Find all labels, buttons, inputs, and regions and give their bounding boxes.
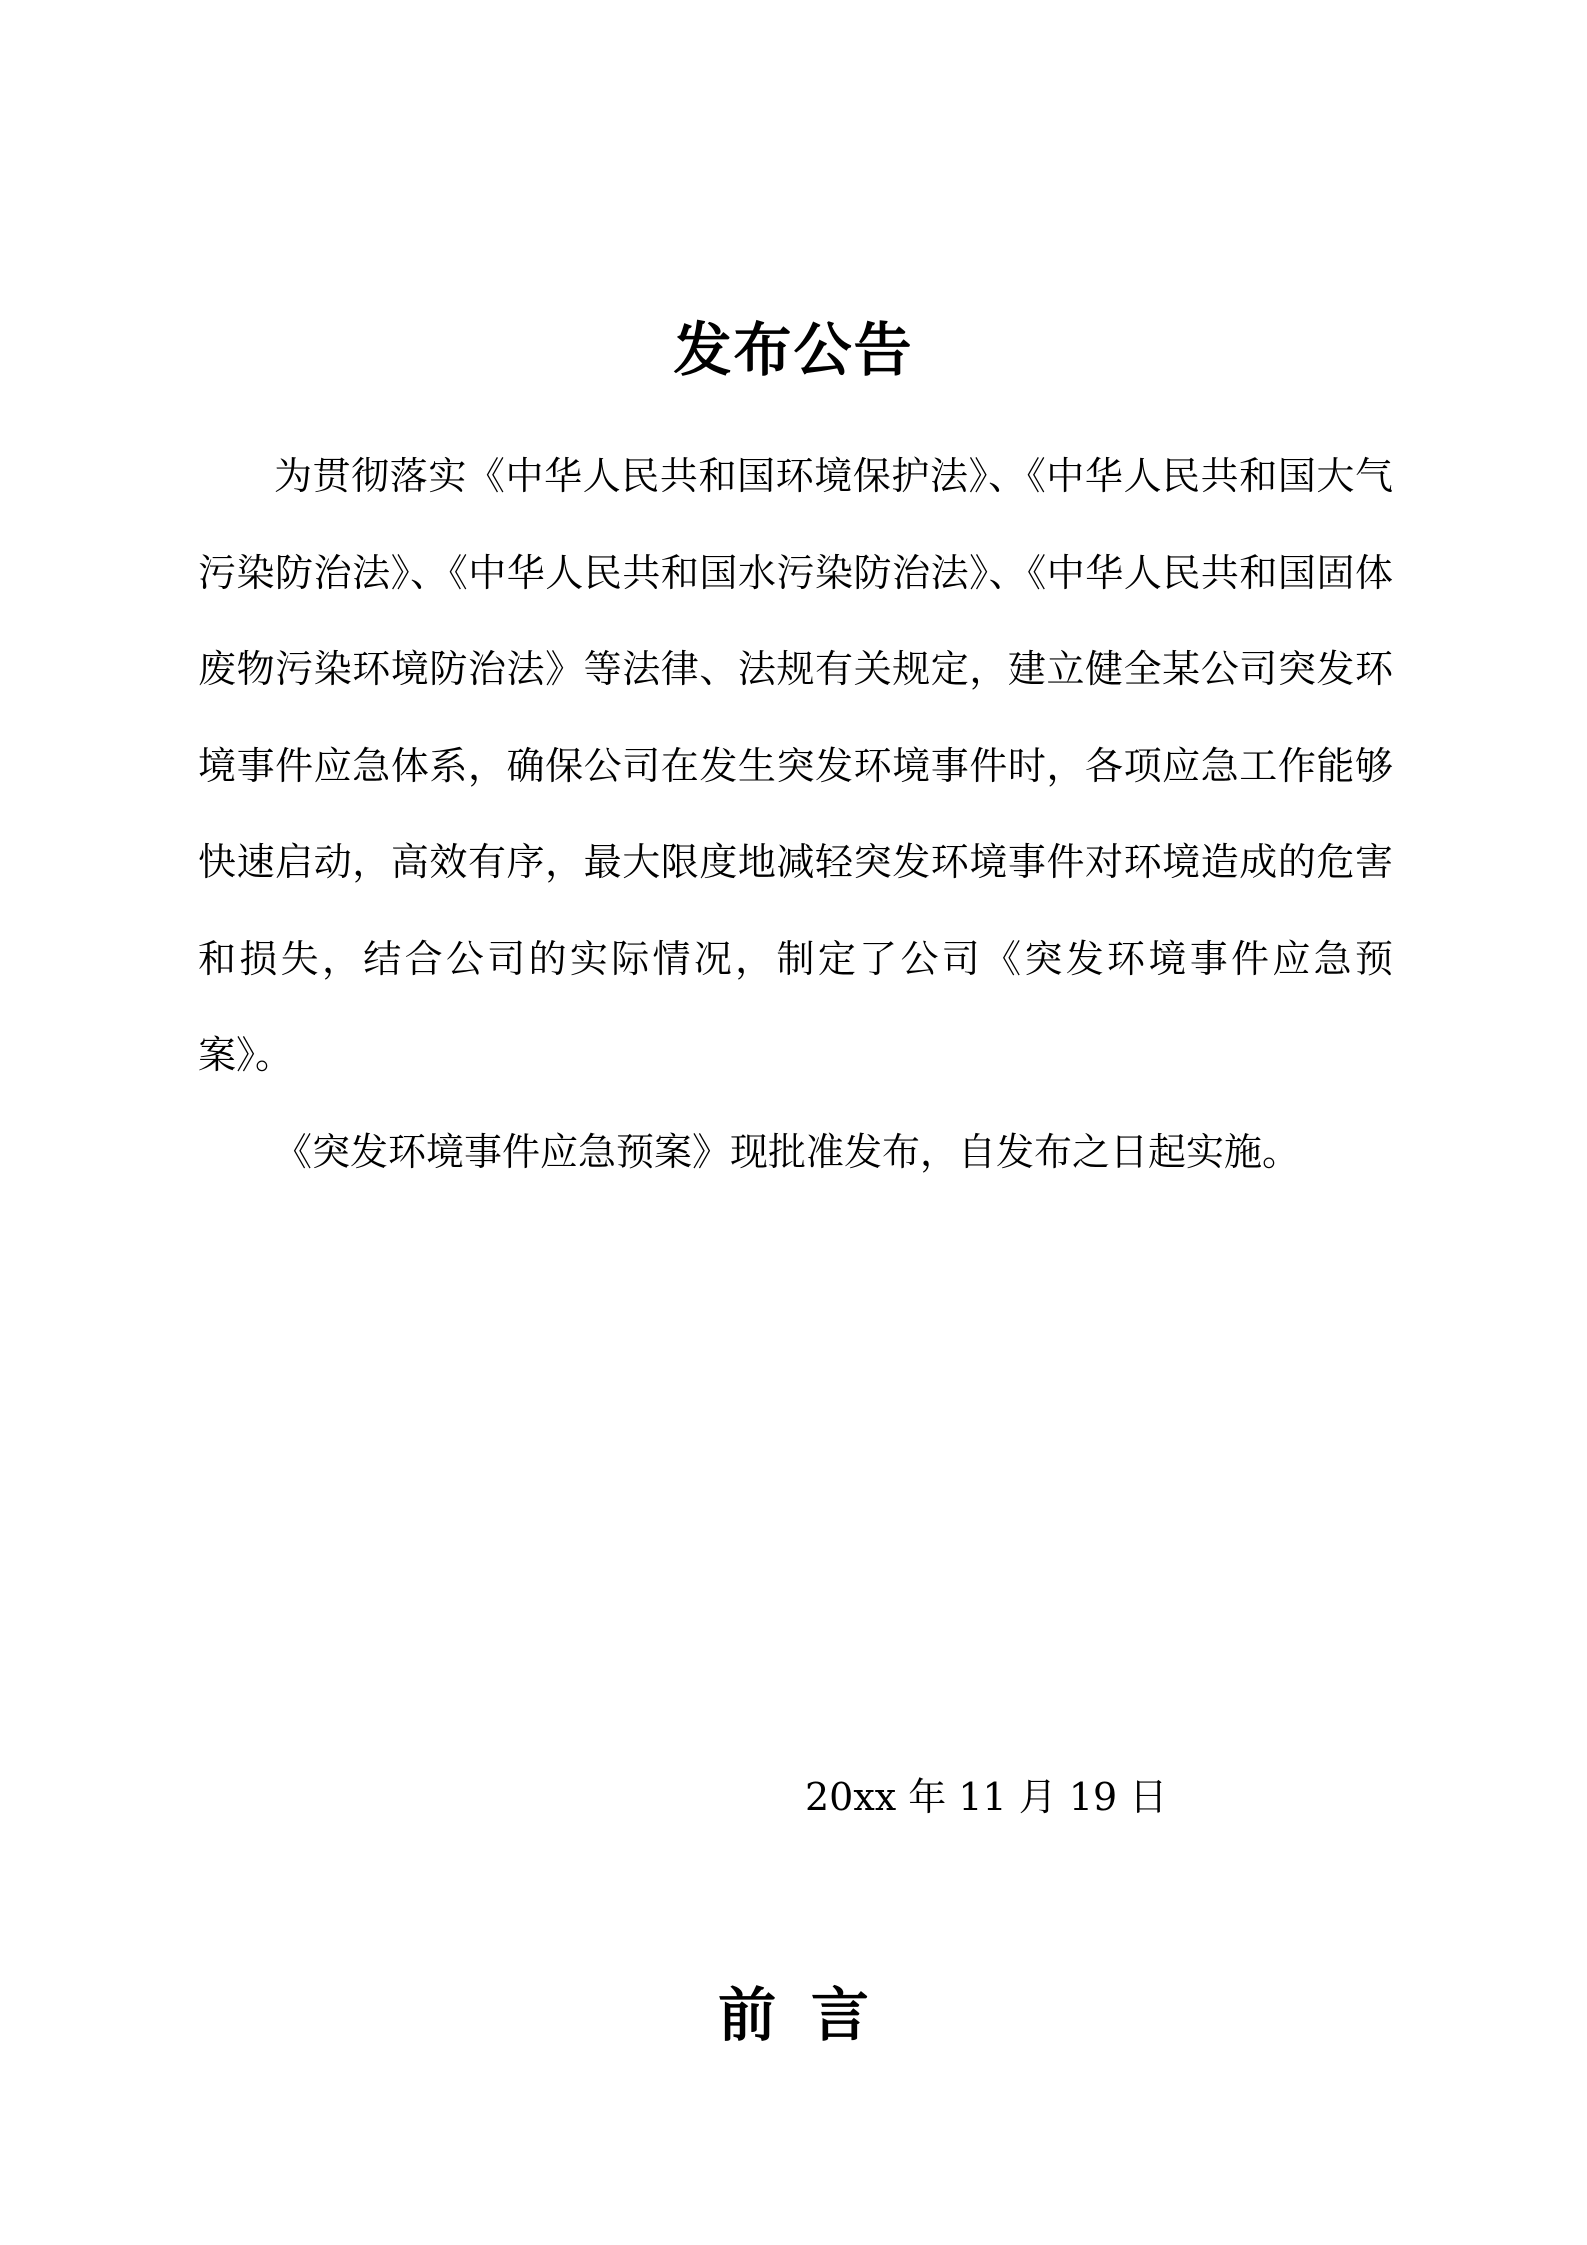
notice-title: 发布公告 [673,316,914,384]
preface-title: 前言 [718,1981,904,2049]
notice-paragraph-1: 为贯彻落实《中华人民共和国环境保护法》、《中华人民共和国大气污染防治法》、《中华人民共和国水污染防治法》、《中华人民共和国固体废物污染环境防治法》等法律、法规有关规定，建立健全某公司突发环境事件应急体系，确保公司在发生突发环境事件时，各项应急工作能够快速启动，高效有序，最大限度地减轻突发环境事件对环境造成的危害和损失，结合公司的实际情况，制定了公司《突发环境事件应急预案》。 [198,454,1393,1077]
notice-paragraph-2: 《突发环境事件应急预案》现批准发布，自发布之日起实施。 [274,1129,1301,1174]
notice-date: 20xx 年 11 月 19 日 [805,1775,1168,1819]
notice-body [198,428,1393,1200]
